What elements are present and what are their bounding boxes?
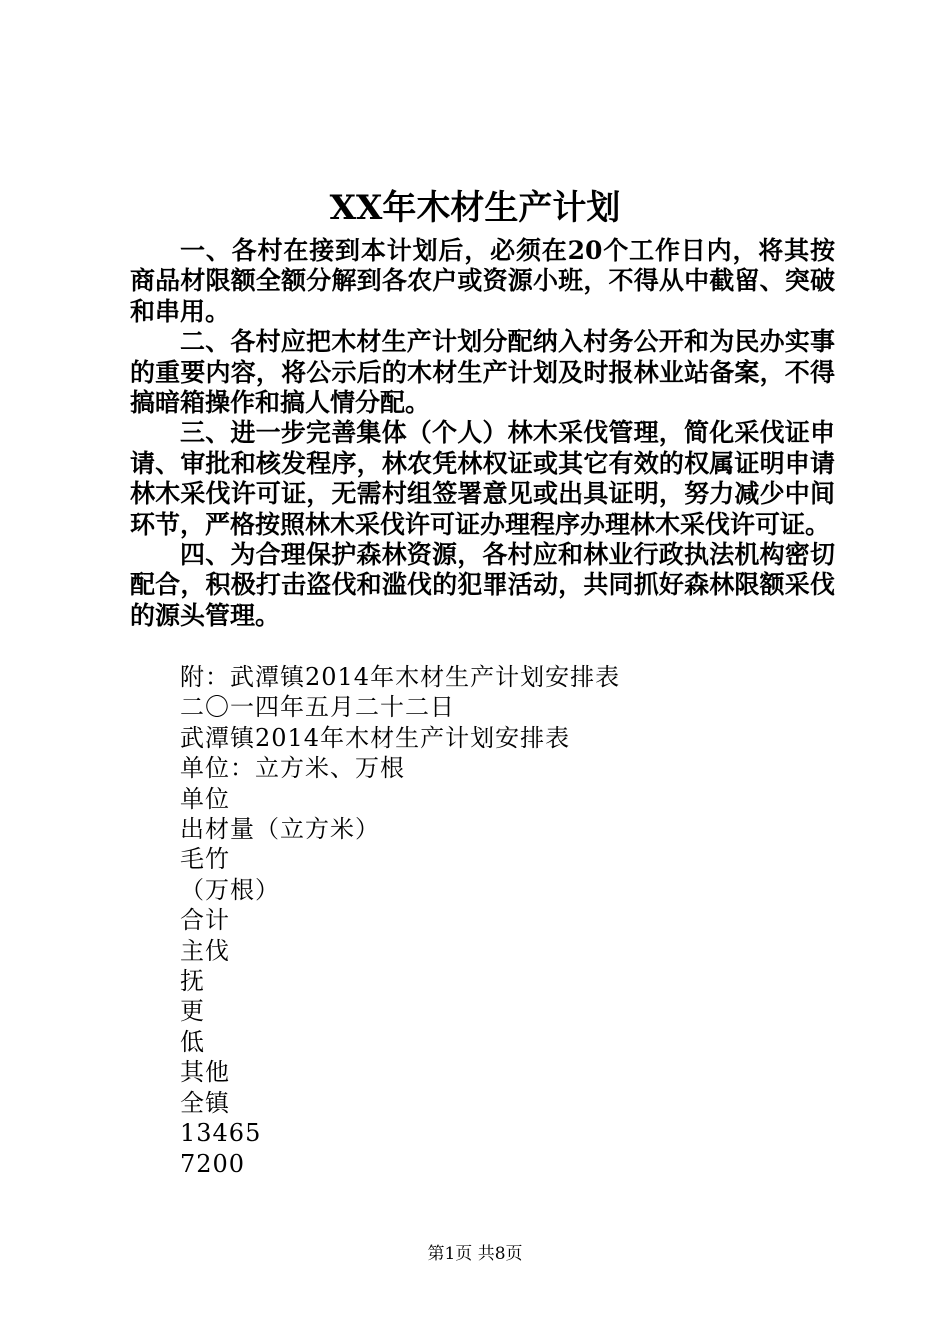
attachment-lines bbox=[180, 662, 830, 1179]
paragraph-3: 三、进一步完善集体（个人）林木采伐管理，简化采伐证申请、审批和核发程序，林农凭林权证或其它有效的权属证明申请林木采伐许可证，无需村组签署意见或出具证明，努力减少中间环节，严格按照林木采伐许可证办理程序办理林木采伐许可证。 bbox=[130, 418, 835, 539]
table-cell: 全镇 bbox=[180, 1088, 230, 1117]
table-cell: 13465 bbox=[180, 1119, 262, 1148]
table-cell: 单位 bbox=[180, 784, 230, 813]
paragraph-4: 四、为合理保护森林资源，各村应和林业行政执法机构密切配合，积极打击盗伐和滥伐的犯罪活动，共同抓好森林限额采伐的源头管理。 bbox=[130, 540, 835, 630]
table-unit: 单位：立方米、万根 bbox=[180, 754, 405, 783]
table-cell: 抚 bbox=[180, 967, 205, 996]
table-title: 武潭镇2014年木材生产计划安排表 bbox=[180, 723, 571, 752]
document-date: 二〇一四年五月二十二日 bbox=[180, 693, 455, 722]
attachment-note: 附：武潭镇2014年木材生产计划安排表 bbox=[180, 663, 621, 691]
table-cell: 合计 bbox=[180, 906, 230, 935]
document-body bbox=[130, 236, 835, 631]
table-cell: 主伐 bbox=[180, 936, 230, 965]
table-cell: 更 bbox=[180, 997, 205, 1026]
table-cell: （万根） bbox=[180, 875, 280, 904]
document-title: XX年木材生产计划 bbox=[329, 188, 621, 228]
paragraph-2: 二、各村应把木材生产计划分配纳入村务公开和为民办实事的重要内容，将公示后的木材生产计划及时报林业站备案，不得搞暗箱操作和搞人情分配。 bbox=[130, 327, 835, 418]
table-cell: 毛竹 bbox=[180, 845, 230, 874]
paragraph-1: 一、各村在接到本计划后，必须在20个工作日内，将其按商品材限额全额分解到各农户或资源小班，不得从中截留、突破和串用。 bbox=[130, 236, 835, 326]
table-cell: 其他 bbox=[180, 1058, 230, 1087]
table-cell: 低 bbox=[180, 1027, 205, 1056]
page-footer: 第1页 共8页 bbox=[427, 1244, 523, 1264]
table-cell: 7200 bbox=[180, 1149, 246, 1178]
table-cell: 出材量（立方米） bbox=[180, 815, 380, 844]
